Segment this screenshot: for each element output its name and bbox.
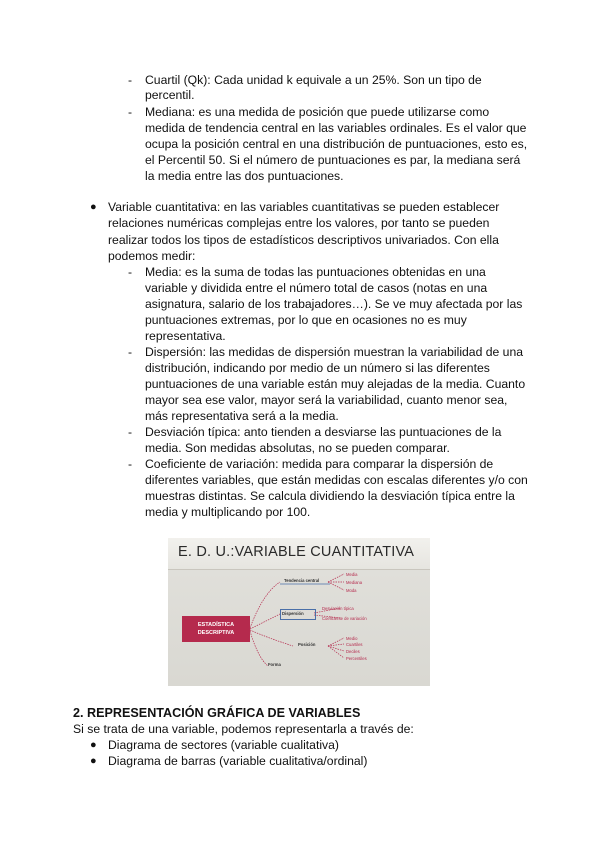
list-dash: -: [128, 105, 133, 119]
section-intro: Si se trata de una variable, podemos representarla a través de:: [73, 722, 414, 736]
dispersion-label: Dispersión: [282, 611, 304, 616]
tc-item: Media: [346, 572, 358, 577]
tendencia-label: Tendencia central: [284, 578, 320, 583]
dispersion-line-5: más representativa será a la media.: [145, 409, 339, 423]
tc-item: Mediana: [346, 580, 363, 585]
cuartil-line-2: percentil.: [145, 88, 195, 102]
section-heading: 2. REPRESENTACIÓN GRÁFICA DE VARIABLES: [73, 706, 361, 720]
disp-item: Desviación típica: [322, 606, 354, 611]
slide-title: E. D. U.:VARIABLE CUANTITATIVA: [178, 544, 415, 560]
bullet-icon: ●: [90, 739, 97, 751]
media-line-5: representativa.: [145, 329, 226, 343]
cuantitativa-line-4: podemos medir:: [108, 249, 196, 263]
pos-item: Deciles: [346, 649, 360, 654]
tc-item: Moda: [346, 588, 357, 593]
mediana-line-3: ocupa la posición central en una distribución de puntuaciones, esto es,: [145, 137, 528, 151]
list-dash: -: [128, 73, 133, 87]
box-line-1: ESTADÍSTICA: [197, 622, 235, 628]
media-line-4: puntuaciones extremas, por lo que en ocasiones no es muy: [145, 313, 467, 327]
coeficiente-line-1: Coeficiente de variación: medida para comparar la dispersión de: [145, 457, 494, 471]
list-dash: -: [128, 425, 133, 439]
coeficiente-line-3: muestras distintas. Se calcula dividiendo la desviación típica entre la: [145, 489, 515, 503]
slide-image: [168, 538, 430, 686]
dispersion-line-1: Dispersión: las medidas de dispersión muestran la variabilidad de una: [145, 345, 524, 359]
list-dash: -: [128, 345, 133, 359]
desviacion-line-1: Desviación típica: anto tienden a desviarse las puntuaciones de la: [145, 425, 502, 439]
bullet-icon: ●: [90, 201, 97, 213]
forma-label: Forma: [268, 662, 281, 667]
disp-item: Coeficiente de variación: [322, 616, 367, 621]
mediana-line-2: medida de tendencia central en las variables ordinales. Es el valor que: [145, 121, 527, 135]
box-line-2: DESCRIPTIVA: [197, 630, 235, 636]
coeficiente-line-4: media y multiplicando por 100.: [145, 505, 311, 519]
mediana-line-4: el Percentil 50. Si el número de puntuaciones es par, la mediana será: [145, 153, 521, 167]
mediana-line-1: Mediana: es una medida de posición que puede utilizarse como: [145, 105, 490, 119]
pos-item: Cuartiles: [346, 642, 363, 647]
diagram-item: Diagrama de sectores (variable cualitativa): [108, 738, 339, 752]
cuantitativa-line-2: relaciones numéricas complejas entre los valores, por tanto se pueden: [108, 216, 490, 230]
cuantitativa-line-1: Variable cuantitativa: en las variables cuantitativas se pueden establecer: [108, 200, 500, 214]
dispersion-line-2: distribución, indicando por medio de un número si las diferentes: [145, 361, 490, 375]
estadistica-descriptiva-box: [182, 616, 250, 642]
pos-item: Percentiles: [346, 656, 367, 661]
cuartil-line-1: Cuartil (Qk): Cada unidad k equivale a un 25%. Son un tipo de: [145, 73, 482, 87]
dispersion-line-3: puntuaciones de una variable están muy alejadas de la media. Cuanto: [145, 377, 526, 391]
pos-item: Medio: [346, 636, 358, 641]
mediana-line-5: la media entre las dos puntuaciones.: [145, 169, 344, 183]
media-line-3: asignatura, salario de los trabajadores…). Se ve muy afectada por las: [145, 297, 523, 311]
dispersion-line-4: mayor sea ese valor, mayor será la variabilidad, cuanto menor sea,: [145, 393, 508, 407]
media-line-2: variable y dividida entre el número total de casos (notas en una: [145, 281, 488, 295]
list-dash: -: [128, 457, 133, 471]
media-line-1: Media: es la suma de todas las puntuaciones obtenidas en una: [145, 265, 486, 279]
list-dash: -: [128, 265, 133, 279]
cuantitativa-line-3: realizar todos los tipos de estadísticos descriptivos univariados. Con ella: [108, 233, 499, 247]
posicion-label: Posición: [298, 642, 316, 647]
coeficiente-line-2: diferentes variables, que están medidas con escalas diferentes y/o con: [145, 473, 528, 487]
desviacion-line-2: media. Son medidas absolutas, no se pueden comparar.: [145, 441, 450, 455]
diagram-item: Diagrama de barras (variable cualitativa/ordinal): [108, 754, 368, 768]
bullet-icon: ●: [90, 755, 97, 767]
